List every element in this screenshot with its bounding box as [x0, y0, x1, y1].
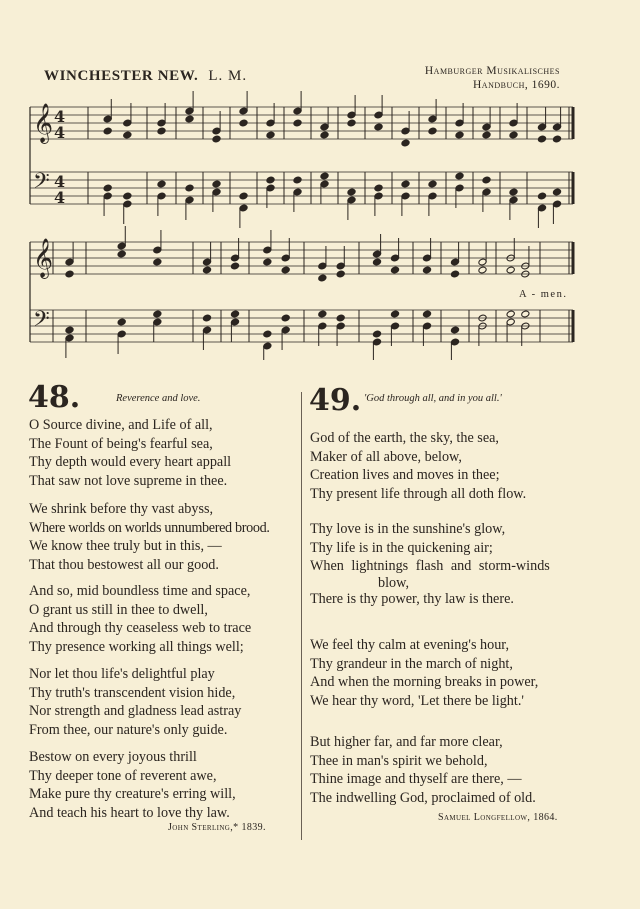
note-head [293, 176, 302, 184]
note-head [422, 266, 431, 274]
hymn-48-author: John Sterling,* 1839. [168, 822, 266, 833]
note-head [157, 180, 166, 188]
verse-line: Thy grandeur in the march of night, [310, 655, 513, 672]
hymn-49-title: 'God through all, and in you all.' [364, 393, 502, 404]
hymn-48-stanza-1 [29, 416, 231, 490]
verse-line: We know thee truly but in this, — [29, 538, 222, 555]
note-head [202, 266, 211, 274]
bass-clef-icon: 𝄢 [33, 307, 50, 337]
note-head [372, 258, 381, 266]
column-divider [301, 392, 302, 840]
verse-line: When lightnings flash and storm-winds [310, 558, 550, 575]
time-signature: 4 [54, 123, 66, 142]
tune-source-line2: Handbuch, 1690. [473, 79, 560, 91]
note-head [266, 176, 275, 184]
note-head [336, 270, 345, 278]
verse-line: We hear thy word, 'Let there be light.' [310, 692, 524, 709]
hymn-48-title: Reverence and love. [116, 393, 201, 404]
verse-line: The Fount of being's fearful sea, [29, 435, 213, 452]
note-head [212, 180, 221, 188]
note-head [506, 266, 515, 274]
note-head [230, 310, 239, 318]
note-head [185, 184, 194, 192]
note-head [506, 310, 515, 318]
note-head [482, 176, 491, 184]
note-head [509, 131, 518, 139]
amen-lyric: A - men. [519, 289, 568, 300]
note-head [390, 310, 399, 318]
note-head [266, 131, 275, 139]
note-head [117, 250, 126, 258]
hymn-48-number: 48. [28, 380, 81, 415]
verse-line: There is thy power, thy law is there. [310, 590, 514, 607]
note-head [263, 258, 272, 266]
note-head [239, 192, 248, 200]
bass-clef-icon: 𝄢 [33, 169, 50, 199]
verse-line: We shrink before thy vast abyss, [29, 501, 214, 517]
verse-line: Bestow on every joyous thrill [29, 749, 197, 765]
verse-line: Thy truth's transcendent vision hide, [29, 684, 236, 701]
note-head [293, 119, 302, 127]
note-head [450, 326, 459, 334]
note-head [455, 131, 464, 139]
verse-line: Make pure thy creature's erring will, [29, 786, 236, 803]
note-head [153, 258, 162, 266]
hymn-49-stanza-2 [310, 520, 550, 608]
music-score [0, 0, 640, 360]
verse-line: O Source divine, and Life of all, [29, 417, 213, 433]
verse-line: God of the earth, the sky, the sea, [310, 430, 499, 446]
hymn-48-stanza-2 [29, 500, 270, 574]
hymn-48-stanza-3 [29, 582, 251, 656]
verse-line: Thy love is in the sunshine's glow, [310, 521, 506, 537]
treble-clef-icon: 𝄞 [33, 238, 54, 278]
note-head [239, 119, 248, 127]
note-head [422, 310, 431, 318]
time-signature: 4 [54, 107, 66, 126]
note-head [537, 135, 546, 143]
verse-line: Thy present life through all doth flow. [310, 485, 527, 502]
verse-line: We feel thy calm at evening's hour, [310, 637, 510, 653]
note-head [320, 172, 329, 180]
verse-line: Maker of all above, below, [310, 448, 462, 465]
note-head [336, 314, 345, 322]
note-head [230, 262, 239, 270]
verse-line: Thine image and thyself are there, — [310, 771, 522, 788]
verse-line: Where worlds on worlds unnumbered brood. [29, 519, 270, 536]
note-head [212, 135, 221, 143]
note-head [153, 310, 162, 318]
tune-source-line1: Hamburger Musikalisches [424, 65, 560, 77]
note-head [428, 180, 437, 188]
note-head [320, 131, 329, 139]
verse-line: And so, mid boundless time and space, [29, 583, 251, 599]
note-head [117, 318, 126, 326]
note-head [103, 127, 112, 135]
hymn-49-author: Samuel Longfellow, 1864. [438, 812, 558, 823]
note-head [123, 131, 132, 139]
verse-line: And through thy ceaseless web to trace [29, 620, 252, 637]
verse-line: The indwelling God, proclaimed of old. [310, 789, 536, 806]
time-signature: 4 [54, 172, 66, 191]
note-head [521, 310, 530, 318]
note-head [103, 184, 112, 192]
verse-line: Nor let thou life's delightful play [29, 666, 215, 682]
verse-line: And when the morning breaks in power, [310, 674, 539, 691]
note-head [390, 266, 399, 274]
verse-line: O grant us still in thee to dwell, [29, 601, 208, 618]
note-head [482, 131, 491, 139]
note-head [65, 270, 74, 278]
note-head [374, 123, 383, 131]
hymn-48-stanza-4 [29, 665, 241, 739]
verse-line: Thy depth would every heart appall [29, 454, 232, 471]
time-signature: 4 [54, 188, 66, 207]
verse-line: blow, [378, 574, 409, 591]
note-head [123, 192, 132, 200]
tune-meter: L. M. [208, 68, 248, 84]
verse-line: But higher far, and far more clear, [310, 734, 503, 750]
hymn-48-stanza-5 [29, 748, 236, 822]
note-head [478, 266, 487, 274]
verse-line: And teach his heart to love thy law. [29, 804, 230, 821]
note-head [509, 188, 518, 196]
note-head [185, 115, 194, 123]
note-head [281, 266, 290, 274]
note-head [318, 310, 327, 318]
verse-line: That saw not love supreme in thee. [29, 472, 228, 489]
verse-line: Thee in man's spirit we behold, [310, 752, 488, 769]
note-head [374, 184, 383, 192]
note-head [65, 326, 74, 334]
note-head [537, 192, 546, 200]
hymn-49-number: 49. [309, 383, 362, 418]
verse-line: Nor strength and gladness lead astray [29, 703, 242, 720]
treble-clef-icon: 𝄞 [33, 103, 54, 143]
verse-line: That thou bestowest all our good. [29, 556, 219, 573]
verse-line: Thy life is in the quickening air; [310, 539, 493, 556]
tune-name: WINCHESTER NEW. [44, 68, 199, 84]
hymn-49-stanza-1 [310, 429, 526, 503]
note-head [455, 172, 464, 180]
note-head [552, 135, 561, 143]
note-head [401, 139, 410, 147]
verse-line: From thee, our nature's only guide. [29, 721, 228, 738]
note-head [428, 127, 437, 135]
hymn-49-stanza-4 [310, 733, 536, 807]
note-head [552, 188, 561, 196]
note-head [347, 188, 356, 196]
verse-line: Creation lives and moves in thee; [310, 467, 500, 484]
verse-line: Thy deeper tone of reverent awe, [29, 767, 217, 784]
note-head [372, 330, 381, 338]
note-head [202, 314, 211, 322]
note-head [318, 274, 327, 282]
note-head [347, 119, 356, 127]
note-head [157, 127, 166, 135]
note-head [401, 180, 410, 188]
verse-line: Thy presence working all things well; [29, 638, 244, 655]
note-head [281, 314, 290, 322]
hymn-49-stanza-3 [310, 636, 538, 710]
note-head [263, 330, 272, 338]
note-head [450, 270, 459, 278]
